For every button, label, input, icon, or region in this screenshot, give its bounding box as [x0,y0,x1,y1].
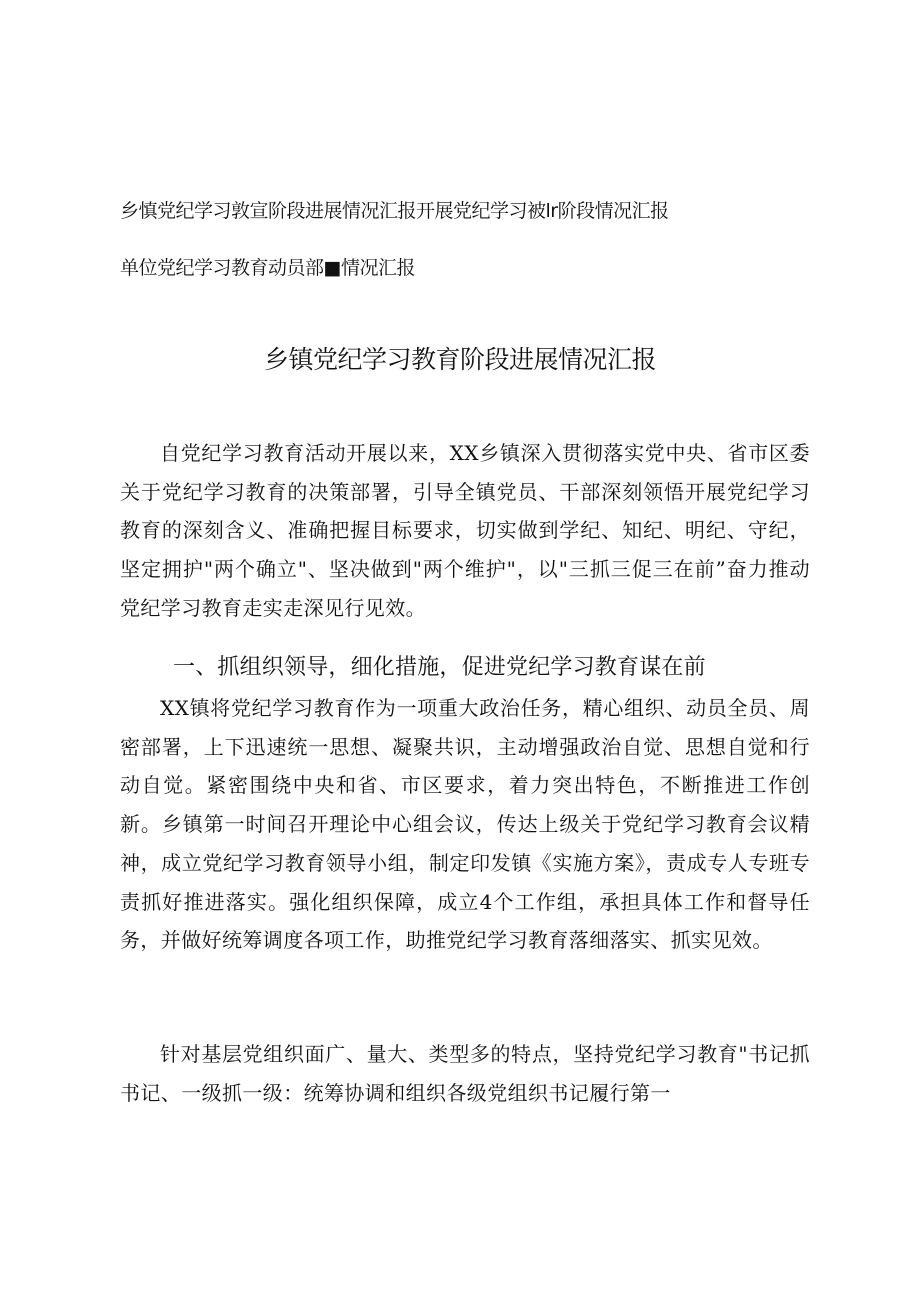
section-1-paragraph-2-text: 针对基层党组织面广、量大、类型多的特点，坚持党纪学习教育"书记抓书记、一级抓一级：统筹协调和组织各级党组织书记履行第一 [120,1042,810,1105]
section-1-paragraph-1-text: XX镇将党纪学习教育作为一项重大政治任务，精心组织、动员全员、周密部署，上下迅速统一思想、凝聚共识，主动增强政治自觉、思想自觉和行动自觉。紧密围绕中央和省、市区要求，着力突出特色，不断推进工作创新。乡镇第一时间召开理论中心组会议，传达上级关于党纪学习教育会议精神，成立党纪学习教育领导小组，制定印发镇《实施方案》，责成专人专班专责抓好推进落实。强化组织保障，成立4个工作组，承担具体工作和督导任务，并做好统筹调度各项工作，助推党纪学习教育落细落实、抓实见效。 [120,696,810,953]
document-title: 乡镇党纪学习教育阶段进展情况汇报 [263,345,656,374]
section-1-paragraph-2 [120,1035,810,1112]
intro-paragraph [120,434,810,628]
intro-text: 自党纪学习教育活动开展以来，XX乡镇深入贯彻落实党中央、省市区委关于党纪学习教育的决策部署，引导全镇党员、干部深刻领悟开展党纪学习教育的深刻含义、准确把握目标要求，切实做到学纪、知纪、明纪、守纪，坚定拥护"两个确立"、坚决做到"两个维护"，以"三抓三促三在前”奋力推动党纪学习教育走实走深见行见效。 [120,441,810,620]
section-1-paragraph-1 [120,689,810,960]
section-1-heading: 一、抓组织领导，细化措施，促进党纪学习教育谋在前 [173,655,706,680]
toc-entry-2[interactable]: 单位党纪学习教育动员部■情况汇报 [120,257,415,279]
toc-entry-1[interactable]: 乡慎党纪学习敦宣阶段进展情况汇报开展党纪学习被lr阶段情况汇报 [120,200,669,222]
